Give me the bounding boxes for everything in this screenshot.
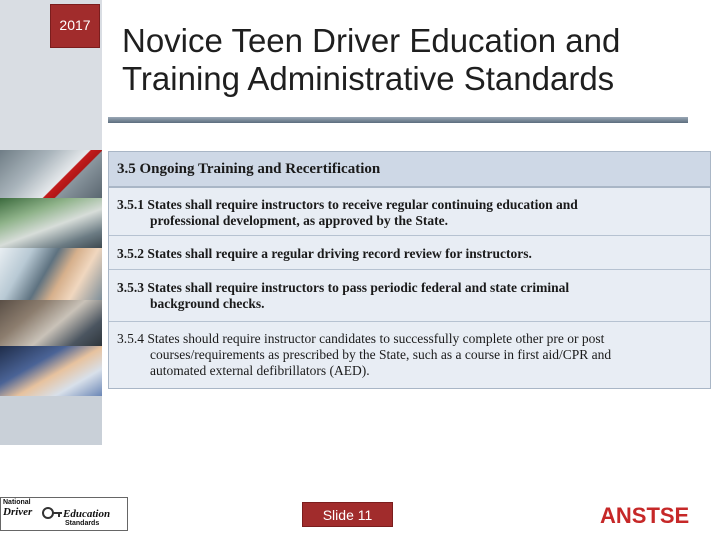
row-number: 3.5.3 xyxy=(117,280,144,295)
row-text: States should require instructor candidates to successfully complete other pre or post xyxy=(147,331,605,346)
row-text-continued: courses/requirements as prescribed by the State, such as a course in first aid/CPR and xyxy=(150,347,612,362)
title-line-1: Novice Teen Driver Education and xyxy=(122,22,621,59)
photo-instructor-student xyxy=(0,248,102,300)
row-number: 3.5.1 xyxy=(117,197,144,212)
anstse-logo-text: ANSTSE xyxy=(600,503,690,528)
row-number: 3.5.4 xyxy=(117,331,144,346)
slide-number-label: Slide 11 xyxy=(322,507,373,523)
photo-blank-tile xyxy=(0,396,102,445)
title-underline xyxy=(108,117,688,123)
key-icon xyxy=(41,502,63,524)
table-row xyxy=(109,236,710,270)
photo-car-driver xyxy=(0,150,102,198)
table-row xyxy=(109,270,710,322)
photo-training-room xyxy=(0,300,102,346)
row-text: States shall require instructors to pass periodic federal and state criminal xyxy=(147,280,570,295)
standards-table xyxy=(108,151,711,389)
year-label: 2017 xyxy=(59,17,91,33)
row-text: States shall require a regular driving record review for instructors. xyxy=(147,246,532,261)
logo-text-national: National xyxy=(3,499,31,506)
photo-collage xyxy=(0,150,102,445)
logo-text-education: Education xyxy=(63,508,111,520)
row-text-continued: automated external defibrillators (AED). xyxy=(150,363,370,378)
row-text: States shall require instructors to receive regular continuing education and xyxy=(147,197,578,212)
row-number: 3.5.2 xyxy=(117,246,144,261)
slide-number-badge xyxy=(302,502,393,527)
slide-title xyxy=(122,22,712,98)
logo-text-driver: Driver xyxy=(3,506,33,518)
table-row xyxy=(109,188,710,236)
photo-classroom xyxy=(0,198,102,248)
row-text-continued: professional development, as approved by the State. xyxy=(150,213,449,228)
year-badge xyxy=(50,4,100,48)
photo-keyboard-hands xyxy=(0,346,102,396)
title-line-2: Training Administrative Standards xyxy=(122,60,615,97)
table-row xyxy=(109,322,710,388)
logo-text-standards: Standards xyxy=(65,520,100,527)
row-text-continued: background checks. xyxy=(150,296,265,311)
table-heading: 3.5 Ongoing Training and Recertification xyxy=(109,152,710,188)
anstse-logo xyxy=(600,502,690,528)
national-driver-education-standards-logo xyxy=(0,497,128,531)
